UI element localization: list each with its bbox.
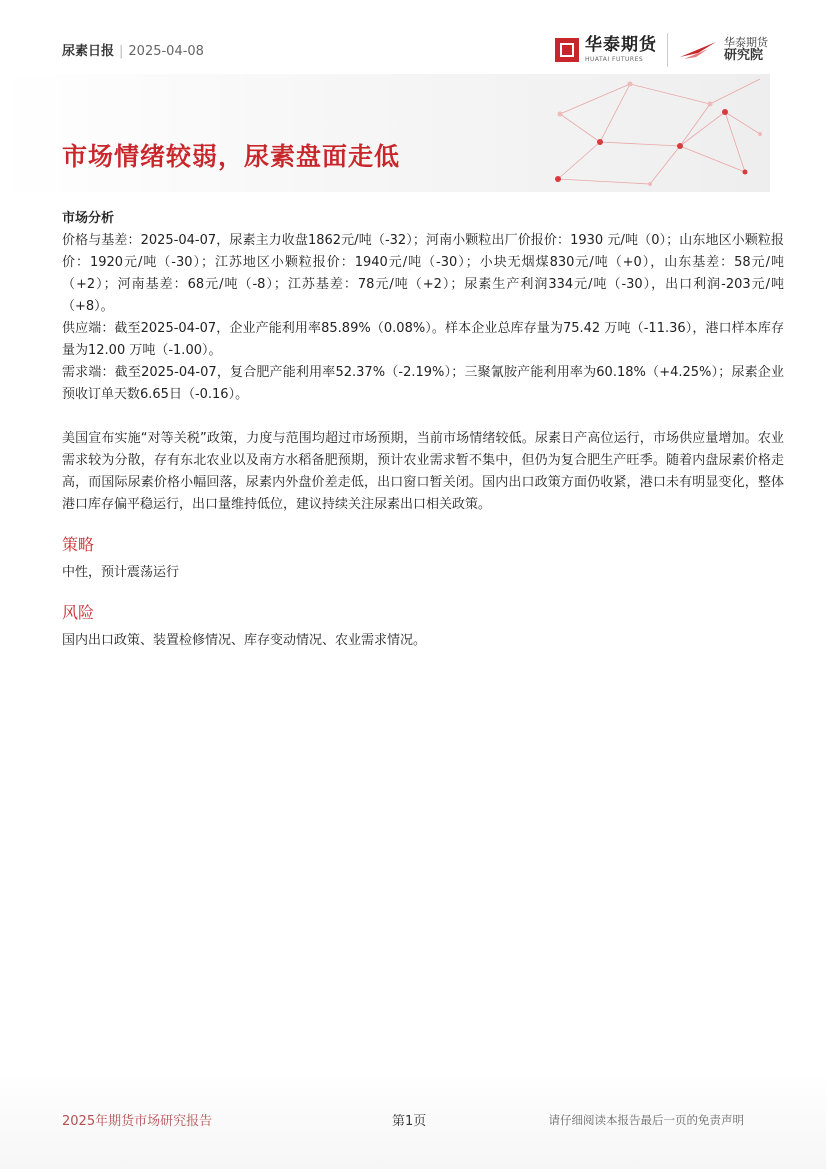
page-footer bbox=[62, 1104, 764, 1134]
title-banner bbox=[0, 74, 770, 192]
network-decoration-icon bbox=[510, 74, 770, 192]
logo-divider bbox=[667, 33, 668, 67]
huatai-logo-icon bbox=[555, 38, 579, 62]
page-number: 第1页 bbox=[392, 1114, 427, 1129]
disclaimer-note: 请仔细阅读本报告最后一页的免责声明 bbox=[548, 1113, 744, 1127]
supply-paragraph: 供应端：截至2025-04-07，企业产能利用率85.89%（0.08%）。样本企业总库存量为75.42 万吨（-11.36），港口样本库存量为12.00 万吨（-1.00）。 bbox=[62, 321, 784, 358]
risk-text: 国内出口政策、装置检修情况、库存变动情况、农业需求情况。 bbox=[62, 633, 427, 648]
huatai-logo-text bbox=[585, 37, 657, 63]
market-analysis-heading: 市场分析 bbox=[62, 211, 115, 226]
logo-area bbox=[555, 30, 768, 70]
logo2-top: 华泰期货 bbox=[724, 36, 768, 50]
research-institute-logo bbox=[678, 37, 768, 62]
footer-report-name: 2025年期货市场研究报告 bbox=[62, 1114, 213, 1129]
logo2-bottom: 研究院 bbox=[724, 47, 764, 63]
risk-heading: 风险 bbox=[62, 603, 95, 622]
logo-cn: 华泰期货 bbox=[585, 35, 657, 55]
page-title: 市场情绪较弱，尿素盘面走低 bbox=[62, 142, 401, 171]
report-type: 尿素日报 bbox=[62, 44, 115, 59]
report-body bbox=[62, 208, 784, 652]
report-date: 2025-04-08 bbox=[128, 44, 204, 59]
demand-paragraph: 需求端：截至2025-04-07，复合肥产能利用率52.37%（-2.19%）；三聚氰胺产能利用率为60.18%（+4.25%）；尿素企业预收订单天数6.65日（-0.16）。 bbox=[62, 365, 784, 402]
report-header bbox=[62, 40, 204, 59]
research-wing-icon bbox=[678, 39, 718, 61]
logo-en: HUATAI FUTURES bbox=[585, 56, 644, 63]
strategy-heading: 策略 bbox=[62, 535, 95, 554]
strategy-text: 中性，预计震荡运行 bbox=[62, 565, 180, 580]
header-separator: | bbox=[119, 44, 124, 59]
commentary-paragraph: 美国宣布实施“对等关税”政策，力度与范围均超过市场预期，当前市场情绪较低。尿素日产高位运行，市场供应量增加。农业需求较为分散，存有东北农业以及南方水稻备肥预期，预计农业需求暂不集中，但仍为复合肥生产旺季。随着内盘尿素价格走高，而国际尿素价格小幅回落，尿素内外盘价差走低，出口窗口暂关闭。国内出口政策方面仍收紧，港口未有明显变化，整体港口库存偏平稳运行，出口量维持低位，建议持续关注尿素出口相关政策。 bbox=[62, 431, 784, 512]
price-basis-paragraph: 价格与基差：2025-04-07，尿素主力收盘1862元/吨（-32）；河南小颗粒出厂价报价：1930 元/吨（0）；山东地区小颗粒报价：1920元/吨（-30）；江苏地区小颗粒报价：1940元/吨（-30）；小块无烟煤830元/吨（+0），山东基差：58元/吨（+2）；河南基差：68元/吨（-8）；江苏基差：78元/吨（+2）；尿素生产利润334元/吨（-30），出口利润-203元/吨（+8）。 bbox=[62, 233, 784, 314]
